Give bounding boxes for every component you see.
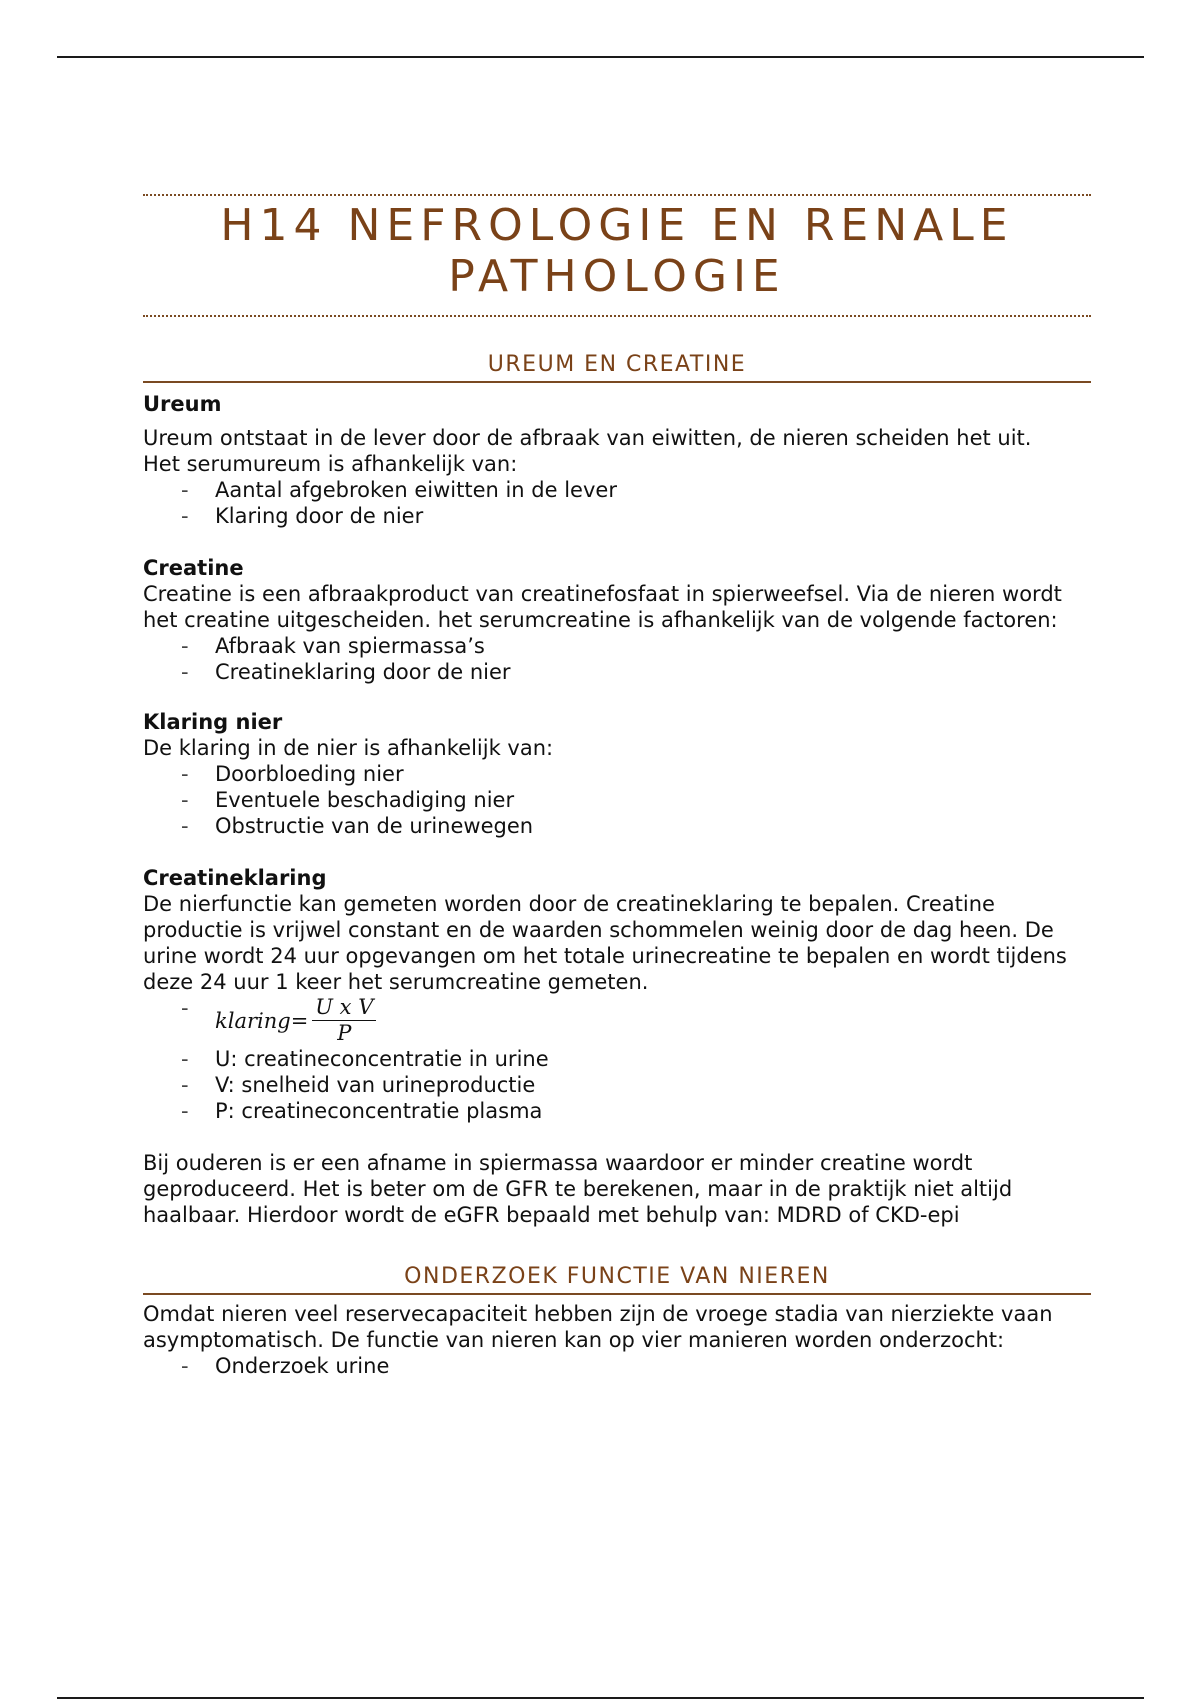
list-item: - Eventuele beschadiging nier: [143, 787, 1091, 813]
formula-denominator: P: [337, 1021, 352, 1045]
ureum-paragraph-2: Het serumureum is afhankelijk van:: [143, 452, 518, 476]
klaring-list: [143, 761, 1091, 839]
list-item: - P: creatineconcentratie plasma: [143, 1098, 1091, 1124]
ouderen-paragraph: Bij ouderen is er een afname in spiermassa waardoor er minder creatine wordt geproduceerd. Het is beter om de GFR te berekenen, maar in de praktijk niet altijd haalbaar. Hierdoor wordt de eGFR bepaald met behulp van: MDRD of CKD-epi: [143, 1151, 1013, 1227]
formula-lhs: - klaring: [215, 1008, 291, 1033]
page-top-rule: [57, 56, 1144, 58]
list-item: - Doorbloeding nier: [143, 761, 1091, 787]
title-line-2: PATHOLOGIE: [448, 251, 786, 302]
onderzoek-list: [143, 1353, 1091, 1379]
list-item: - V: snelheid van urineproductie: [143, 1072, 1091, 1098]
klaring-paragraph: De klaring in de nier is afhankelijk van:: [143, 736, 554, 760]
ureum-list: [143, 477, 1091, 529]
list-item: - Obstructie van de urinewegen: [143, 813, 1091, 839]
subheading-klaring-nier: Klaring nier: [143, 710, 283, 734]
formula-equals: =: [290, 1008, 309, 1033]
document-title: [143, 194, 1091, 317]
creatineklaring-list: [143, 995, 1091, 1124]
formula-numerator: U x V: [312, 995, 376, 1021]
onderzoek-paragraph: Omdat nieren veel reservecapaciteit hebben zijn de vroege stadia van nierziekte vaan asymptomatisch. De functie van nieren kan op vier manieren worden onderzocht:: [143, 1302, 1053, 1352]
page-bottom-rule: [57, 1697, 1144, 1699]
list-item: - Aantal afgebroken eiwitten in de lever: [143, 477, 1091, 503]
list-item: - Afbraak van spiermassa’s: [143, 633, 1091, 659]
subheading-ureum: Ureum: [143, 392, 222, 416]
subheading-creatine: Creatine: [143, 556, 244, 580]
section-heading-ureum-creatine: UREUM EN CREATINE: [143, 352, 1091, 383]
klaring-formula: [215, 995, 376, 1046]
formula-item: [143, 995, 1091, 1046]
section-heading-onderzoek-functie: ONDERZOEK FUNCTIE VAN NIEREN: [143, 1264, 1091, 1295]
formula-fraction: [312, 995, 376, 1046]
subheading-creatineklaring: Creatineklaring: [143, 866, 327, 890]
list-item: - U: creatineconcentratie in urine: [143, 1046, 1091, 1072]
document-body: [143, 194, 1091, 1379]
creatineklaring-paragraph: De nierfunctie kan gemeten worden door de creatineklaring te bepalen. Creatine productie is vrijwel constant en de waarden schommelen weinig door de dag heen. De urine wordt 24 uur opgevangen om het totale urinecreatine te bepalen en wordt tijdens deze 24 uur 1 keer het serumcreatine gemeten.: [143, 892, 1067, 994]
list-item: - Klaring door de nier: [143, 503, 1091, 529]
title-line-1: H14 NEFROLOGIE EN RENALE: [220, 200, 1014, 251]
ureum-paragraph: Ureum ontstaat in de lever door de afbraak van eiwitten, de nieren scheiden het uit.: [143, 426, 1032, 450]
list-item: - Onderzoek urine: [143, 1353, 1091, 1379]
creatine-paragraph: Creatine is een afbraakproduct van creatinefosfaat in spierweefsel. Via de nieren wordt het creatine uitgescheiden. het serumcreatine is afhankelijk van de volgende factoren:: [143, 582, 1062, 632]
list-item: - Creatineklaring door de nier: [143, 659, 1091, 685]
creatine-list: [143, 633, 1091, 685]
